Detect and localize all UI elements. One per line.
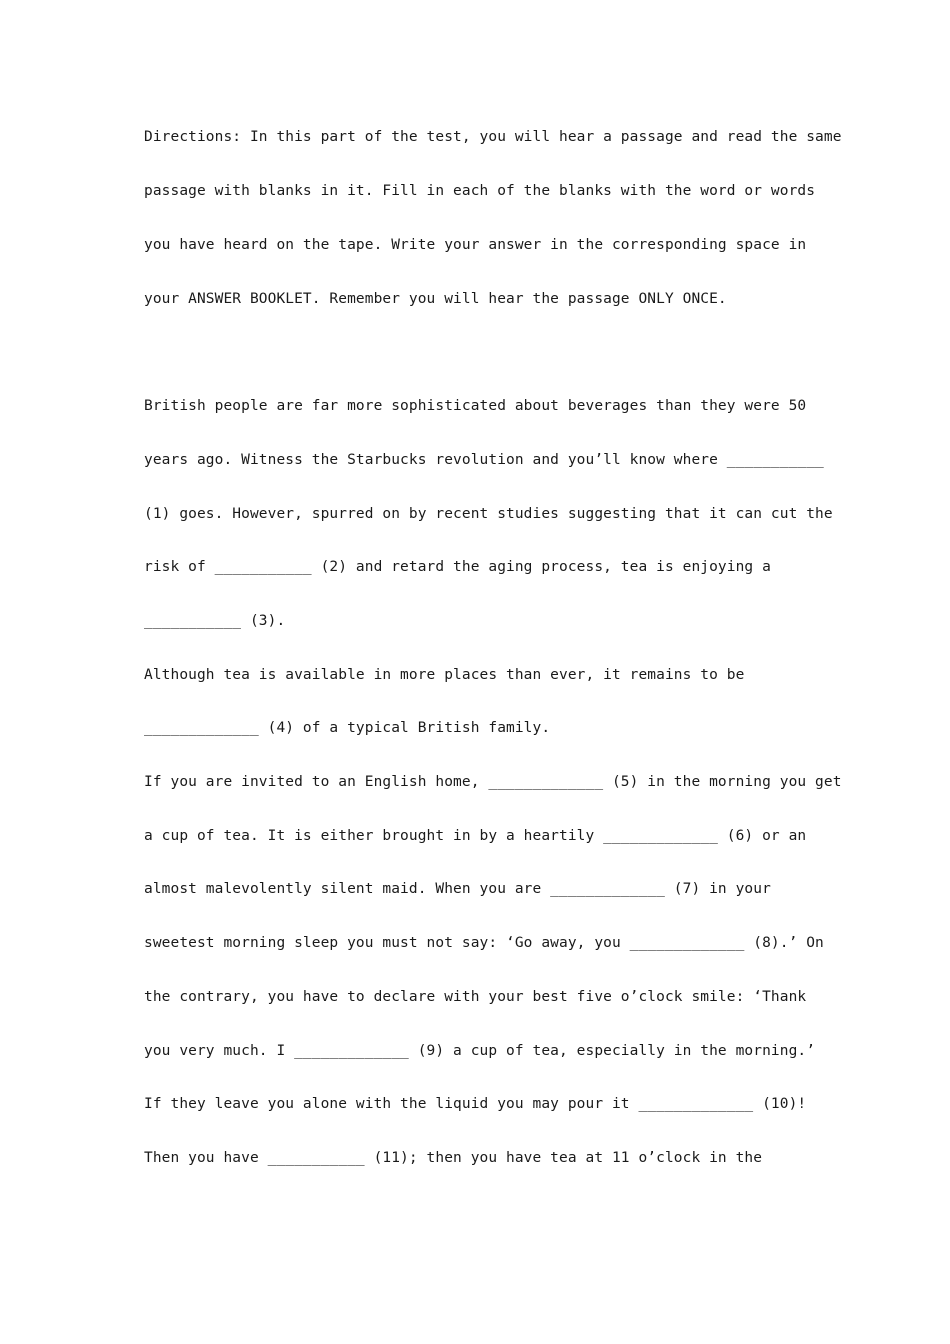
passage-line-4: risk of ___________ (2) and retard the aging process, tea is enjoying a [144,559,771,575]
directions-line-4: your ANSWER BOOKLET. Remember you will hear the passage ONLY ONCE. [144,291,727,307]
passage-line-9: a cup of tea. It is either brought in by a heartily _____________ (6) or an [144,828,807,844]
directions-line-1: Directions: In this part of the test, you will hear a passage and read the same [144,129,842,145]
passage-line-10: almost malevolently silent maid. When you are _____________ (7) in your [144,881,771,897]
passage-line-8: If you are invited to an English home, _____________ (5) in the morning you get [144,774,842,790]
passage-line-5: ___________ (3). [144,613,286,629]
passage-line-12: the contrary, you have to declare with your best five o’clock smile: ‘Thank [144,989,807,1005]
directions-line-2: passage with blanks in it. Fill in each of the blanks with the word or words [144,183,816,199]
passage-line-1: British people are far more sophisticated about beverages than they were 50 [144,398,807,414]
passage-line-11: sweetest morning sleep you must not say: ‘Go away, you _____________ (8).’ On [144,935,824,951]
passage-line-2: years ago. Witness the Starbucks revolution and you’ll know where ___________ [144,452,824,468]
passage-line-3: (1) goes. However, spurred on by recent studies suggesting that it can cut the [144,506,833,522]
passage-line-7: _____________ (4) of a typical British family. [144,720,551,736]
passage-line-6: Although tea is available in more places than ever, it remains to be [144,667,745,683]
directions-line-3: you have heard on the tape. Write your answer in the corresponding space in [144,237,807,253]
passage-line-14: If they leave you alone with the liquid you may pour it _____________ (10)! [144,1096,807,1112]
passage-line-15: Then you have ___________ (11); then you have tea at 11 o’clock in the [144,1150,763,1166]
passage-line-13: you very much. I _____________ (9) a cup of tea, especially in the morning.’ [144,1043,816,1059]
